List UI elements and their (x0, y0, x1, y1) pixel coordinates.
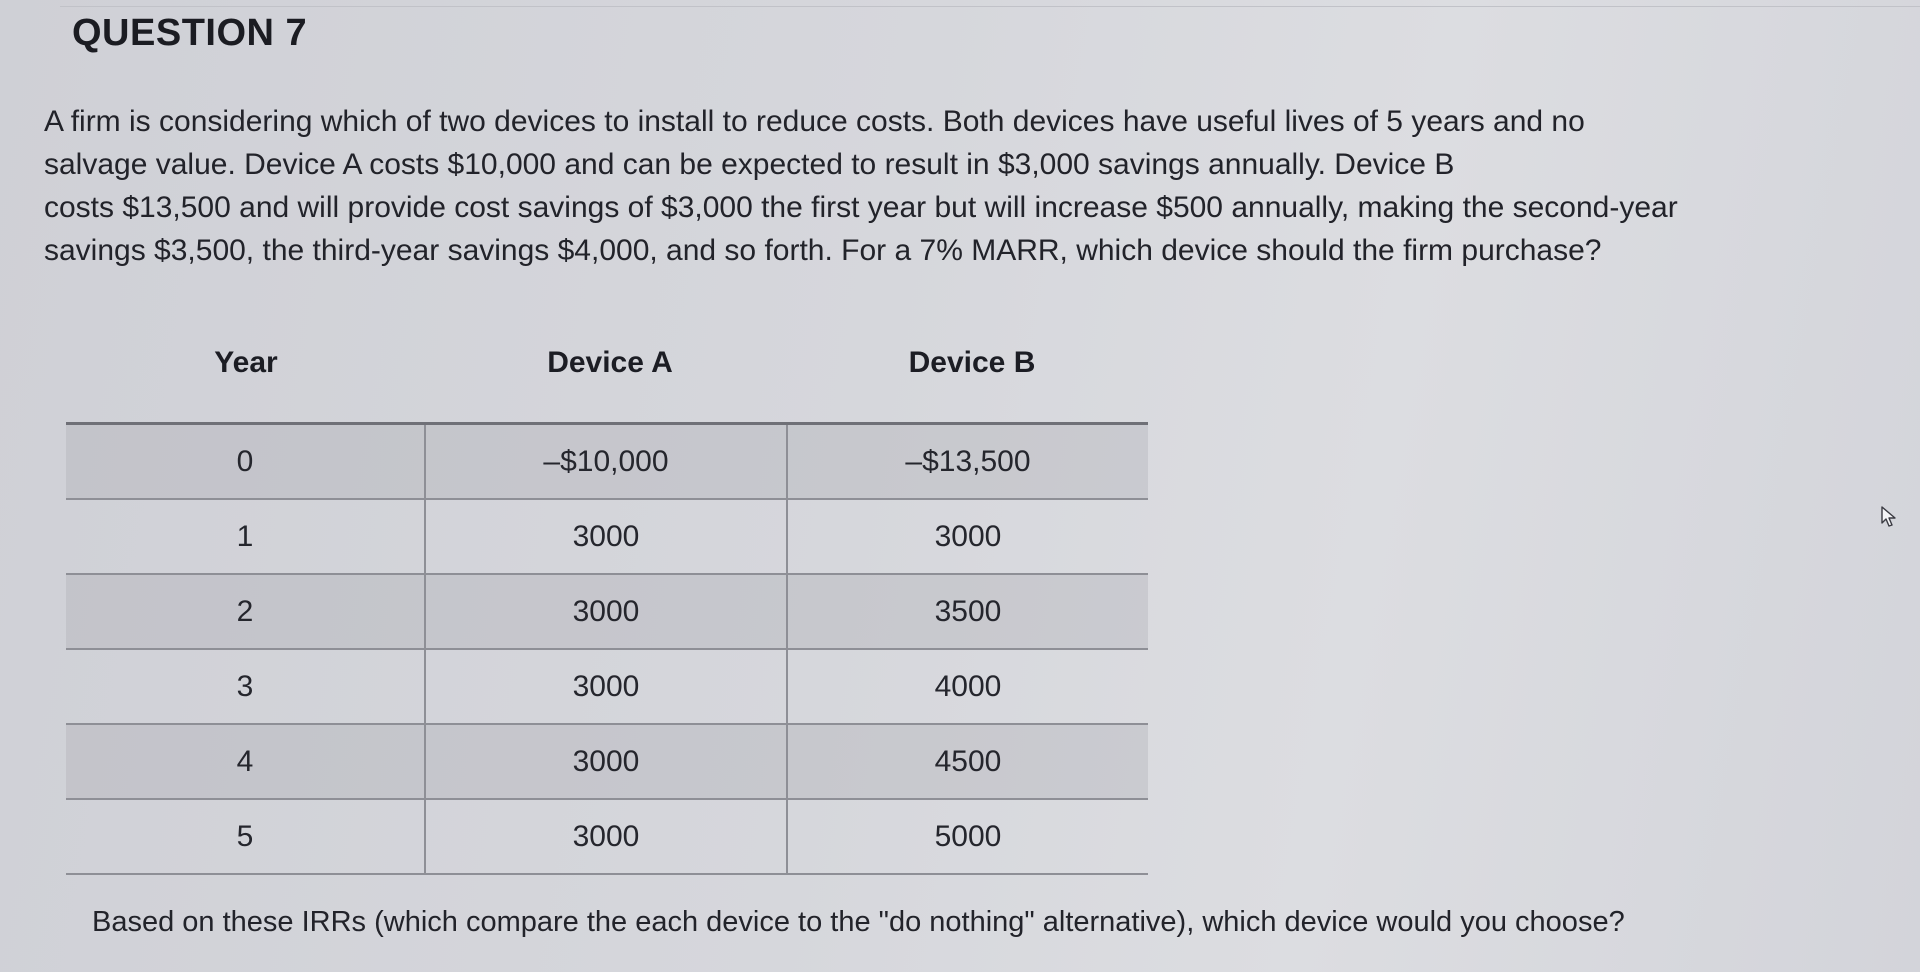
column-header-device-a: Device A (547, 346, 673, 379)
cell-device-b: 3500 (787, 574, 1148, 649)
question-text (44, 100, 1904, 272)
cell-device-b: 3000 (787, 499, 1148, 574)
table-row (66, 799, 1148, 874)
question-text-line: salvage value. Device A costs $10,000 and can be expected to result in $3,000 savings annually. Device B (44, 148, 1455, 181)
cell-year: 4 (66, 724, 425, 799)
cell-device-a: 3000 (425, 724, 787, 799)
follow-up-question: Based on these IRRs (which compare the each device to the "do nothing" alternative), which device would you choose? (92, 906, 1625, 938)
cell-device-b: –$13,500 (787, 424, 1148, 500)
cell-year: 0 (66, 424, 425, 500)
cell-device-a: –$10,000 (425, 424, 787, 500)
cell-device-b: 4000 (787, 649, 1148, 724)
table-row (66, 649, 1148, 724)
table-row (66, 424, 1148, 500)
cell-device-a: 3000 (425, 499, 787, 574)
cell-year: 5 (66, 799, 425, 874)
table-row (66, 499, 1148, 574)
top-divider (60, 6, 1920, 7)
question-title: QUESTION 7 (72, 12, 308, 54)
mouse-pointer-icon (1880, 506, 1898, 528)
question-text-line: costs $13,500 and will provide cost savings of $3,000 the first year but will increase $500 annually, making the second-year (44, 191, 1678, 224)
table-row (66, 724, 1148, 799)
cash-flow-table (66, 422, 1148, 875)
question-text-line: A firm is considering which of two devices to install to reduce costs. Both devices have useful lives of 5 years and no (44, 105, 1585, 138)
cell-device-a: 3000 (425, 799, 787, 874)
table-row (66, 574, 1148, 649)
cell-device-a: 3000 (425, 574, 787, 649)
column-header-year: Year (214, 346, 278, 379)
cell-device-b: 4500 (787, 724, 1148, 799)
cell-year: 3 (66, 649, 425, 724)
cell-year: 2 (66, 574, 425, 649)
question-text-line: savings $3,500, the third-year savings $4,000, and so forth. For a 7% MARR, which device should the firm purchase? (44, 234, 1602, 267)
cell-device-b: 5000 (787, 799, 1148, 874)
cell-year: 1 (66, 499, 425, 574)
table-header-row (0, 346, 1920, 390)
cell-device-a: 3000 (425, 649, 787, 724)
column-header-device-b: Device B (908, 346, 1036, 379)
